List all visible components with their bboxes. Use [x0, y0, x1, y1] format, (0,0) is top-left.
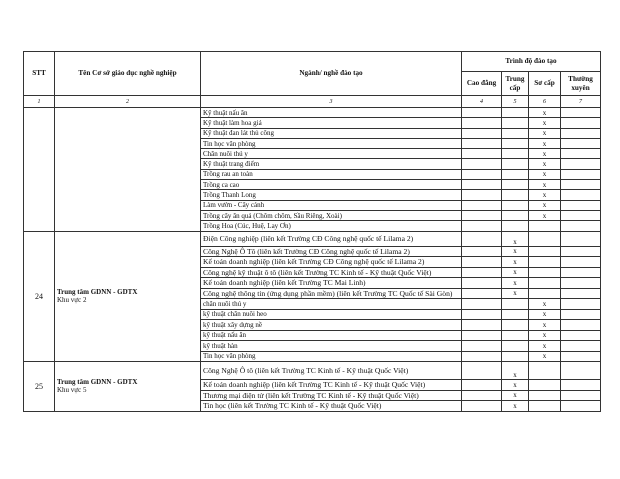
- level-cell-trung-cap: x: [502, 288, 529, 299]
- level-cell-cao-dang: [462, 149, 502, 159]
- level-cell-trung-cap: [502, 108, 529, 118]
- major-cell: Kế toán doanh nghiệp (liên kết Trường CĐ Công nghệ quốc tế Lilama 2): [201, 257, 462, 268]
- level-cell-trung-cap: x: [502, 278, 529, 289]
- level-cell-cao-dang: [462, 231, 502, 246]
- level-cell-cao-dang: [462, 330, 502, 341]
- institution-name: [55, 362, 201, 412]
- level-cell-cao-dang: [462, 138, 502, 148]
- level-cell-trung-cap: x: [502, 390, 529, 401]
- major-cell: Kỹ thuật nấu ăn: [201, 108, 462, 118]
- level-cell-so-cap: x: [529, 210, 561, 220]
- header-major: Ngành/ nghề đào tạo: [201, 52, 462, 96]
- level-cell-thuong-xuyen: [561, 180, 601, 190]
- major-cell: Công Nghệ Ô tô (liên kết Trường TC Kinh tế - Kỹ thuật Quốc Việt): [201, 362, 462, 380]
- level-cell-trung-cap: x: [502, 380, 529, 391]
- level-cell-thuong-xuyen: [561, 231, 601, 246]
- level-cell-so-cap: [529, 221, 561, 231]
- level-cell-trung-cap: x: [502, 257, 529, 268]
- level-cell-trung-cap: [502, 351, 529, 362]
- major-cell: Kỹ thuật đan lát thủ công: [201, 128, 462, 138]
- level-cell-trung-cap: [502, 128, 529, 138]
- stt-cell: 25: [24, 362, 55, 412]
- level-cell-cao-dang: [462, 108, 502, 118]
- table-row: [24, 231, 601, 246]
- level-cell-thuong-xuyen: [561, 200, 601, 210]
- level-cell-so-cap: x: [529, 149, 561, 159]
- major-cell: kỹ thuật hàn: [201, 341, 462, 352]
- level-cell-thuong-xuyen: [561, 380, 601, 391]
- level-cell-thuong-xuyen: [561, 169, 601, 179]
- stt-cell: 24: [24, 231, 55, 362]
- level-cell-trung-cap: x: [502, 231, 529, 246]
- level-cell-thuong-xuyen: [561, 159, 601, 169]
- level-cell-cao-dang: [462, 169, 502, 179]
- level-cell-thuong-xuyen: [561, 257, 601, 268]
- column-number: 2: [55, 96, 201, 108]
- level-cell-cao-dang: [462, 221, 502, 231]
- level-cell-trung-cap: [502, 330, 529, 341]
- level-cell-trung-cap: [502, 221, 529, 231]
- major-cell: Công Nghệ Ô Tô (liên kết Trường CĐ Công nghệ quốc tế Lilama 2): [201, 246, 462, 257]
- level-cell-so-cap: [529, 278, 561, 289]
- level-cell-trung-cap: [502, 180, 529, 190]
- level-cell-trung-cap: [502, 159, 529, 169]
- major-cell: Làm vườn - Cây cảnh: [201, 200, 462, 210]
- level-cell-so-cap: x: [529, 320, 561, 331]
- level-cell-trung-cap: [502, 309, 529, 320]
- level-cell-thuong-xuyen: [561, 149, 601, 159]
- level-cell-cao-dang: [462, 159, 502, 169]
- level-cell-thuong-xuyen: [561, 390, 601, 401]
- institution-title: Trung tâm GDNN - GDTX: [57, 378, 138, 387]
- header-trung-cap: Trung cấp: [502, 72, 529, 96]
- level-cell-trung-cap: [502, 149, 529, 159]
- level-cell-thuong-xuyen: [561, 330, 601, 341]
- major-cell: Trồng rau an toàn: [201, 169, 462, 179]
- level-cell-so-cap: x: [529, 200, 561, 210]
- level-cell-thuong-xuyen: [561, 267, 601, 278]
- level-cell-cao-dang: [462, 288, 502, 299]
- level-cell-trung-cap: [502, 210, 529, 220]
- level-cell-thuong-xuyen: [561, 299, 601, 310]
- level-cell-trung-cap: [502, 118, 529, 128]
- level-cell-so-cap: [529, 288, 561, 299]
- major-cell: Công nghệ kỹ thuật ô tô (liên kết Trường TC Kinh tế - Kỹ thuật Quốc Việt): [201, 267, 462, 278]
- major-cell: Công nghệ thông tin (ứng dụng phần mềm) (liên kết Trường TC Quốc tế Sài Gòn): [201, 288, 462, 299]
- level-cell-trung-cap: [502, 299, 529, 310]
- level-cell-so-cap: [529, 231, 561, 246]
- level-cell-so-cap: [529, 380, 561, 391]
- level-cell-cao-dang: [462, 362, 502, 380]
- table-row: [24, 362, 601, 380]
- header-level-group: Trình độ đào tạo: [462, 52, 601, 72]
- level-cell-so-cap: x: [529, 138, 561, 148]
- level-cell-cao-dang: [462, 257, 502, 268]
- level-cell-so-cap: x: [529, 128, 561, 138]
- level-cell-thuong-xuyen: [561, 309, 601, 320]
- level-cell-so-cap: [529, 390, 561, 401]
- level-cell-so-cap: x: [529, 351, 561, 362]
- institution-area: Khu vực 5: [57, 386, 87, 395]
- column-number: 1: [24, 96, 55, 108]
- major-cell: Trồng cây ăn quả (Chôm chôm, Sầu Riêng, Xoài): [201, 210, 462, 220]
- major-cell: Trồng ca cao: [201, 180, 462, 190]
- table-row: [24, 108, 601, 118]
- level-cell-cao-dang: [462, 190, 502, 200]
- level-cell-cao-dang: [462, 128, 502, 138]
- level-cell-thuong-xuyen: [561, 210, 601, 220]
- level-cell-cao-dang: [462, 180, 502, 190]
- major-cell: Trồng Thanh Long: [201, 190, 462, 200]
- header-thuong-xuyen: Thường xuyên: [561, 72, 601, 96]
- major-cell: Thương mại điện tử (liên kết Trường TC Kinh tế - Kỹ thuật Quốc Việt): [201, 390, 462, 401]
- level-cell-thuong-xuyen: [561, 118, 601, 128]
- level-cell-cao-dang: [462, 200, 502, 210]
- level-cell-trung-cap: [502, 320, 529, 331]
- level-cell-so-cap: [529, 257, 561, 268]
- level-cell-trung-cap: [502, 341, 529, 352]
- level-cell-thuong-xuyen: [561, 128, 601, 138]
- header-stt: STT: [24, 52, 55, 96]
- level-cell-cao-dang: [462, 380, 502, 391]
- level-cell-cao-dang: [462, 278, 502, 289]
- level-cell-trung-cap: x: [502, 401, 529, 412]
- major-cell: Điện Công nghiệp (liên kết Trường CĐ Công nghệ quốc tế Lilama 2): [201, 231, 462, 246]
- column-number: 7: [561, 96, 601, 108]
- major-cell: Kỹ thuật trang điểm: [201, 159, 462, 169]
- institution-area: Khu vực 2: [57, 296, 87, 305]
- level-cell-cao-dang: [462, 299, 502, 310]
- level-cell-trung-cap: x: [502, 246, 529, 257]
- level-cell-so-cap: [529, 267, 561, 278]
- major-cell: Tin học (liên kết Trường TC Kinh tế - Kỹ thuật Quốc Việt): [201, 401, 462, 412]
- level-cell-so-cap: x: [529, 330, 561, 341]
- level-cell-thuong-xuyen: [561, 108, 601, 118]
- level-cell-trung-cap: x: [502, 267, 529, 278]
- column-number: 5: [502, 96, 529, 108]
- level-cell-thuong-xuyen: [561, 288, 601, 299]
- major-cell: kỹ thuật chăn nuôi heo: [201, 309, 462, 320]
- header-cao-dang: Cao đẳng: [462, 72, 502, 96]
- level-cell-so-cap: x: [529, 341, 561, 352]
- level-cell-so-cap: x: [529, 108, 561, 118]
- level-cell-thuong-xuyen: [561, 320, 601, 331]
- level-cell-so-cap: [529, 401, 561, 412]
- major-cell: Tin học văn phòng: [201, 138, 462, 148]
- level-cell-so-cap: x: [529, 118, 561, 128]
- level-cell-cao-dang: [462, 118, 502, 128]
- level-cell-so-cap: x: [529, 309, 561, 320]
- level-cell-cao-dang: [462, 401, 502, 412]
- major-cell: Tin học văn phòng: [201, 351, 462, 362]
- level-cell-cao-dang: [462, 351, 502, 362]
- institution-name: [55, 231, 201, 362]
- level-cell-so-cap: x: [529, 190, 561, 200]
- major-cell: Chăn nuôi thú y: [201, 149, 462, 159]
- level-cell-cao-dang: [462, 267, 502, 278]
- level-cell-thuong-xuyen: [561, 362, 601, 380]
- unit-cell: [55, 108, 201, 232]
- level-cell-thuong-xuyen: [561, 351, 601, 362]
- column-number: 3: [201, 96, 462, 108]
- level-cell-thuong-xuyen: [561, 341, 601, 352]
- level-cell-trung-cap: [502, 169, 529, 179]
- major-cell: Kỹ thuật làm hoa giả: [201, 118, 462, 128]
- level-cell-trung-cap: [502, 138, 529, 148]
- level-cell-thuong-xuyen: [561, 138, 601, 148]
- column-number: 4: [462, 96, 502, 108]
- level-cell-cao-dang: [462, 341, 502, 352]
- level-cell-thuong-xuyen: [561, 278, 601, 289]
- major-cell: Trồng Hoa (Cúc, Huệ, Lay Ơn): [201, 221, 462, 231]
- level-cell-cao-dang: [462, 210, 502, 220]
- institution-title: Trung tâm GDNN - GDTX: [57, 288, 138, 297]
- level-cell-trung-cap: [502, 190, 529, 200]
- major-cell: kỹ thuật nấu ăn: [201, 330, 462, 341]
- major-cell: Kế toán doanh nghiệp (liên kết Trường TC Mai Linh): [201, 278, 462, 289]
- level-cell-cao-dang: [462, 246, 502, 257]
- column-number: 6: [529, 96, 561, 108]
- level-cell-so-cap: x: [529, 159, 561, 169]
- level-cell-cao-dang: [462, 309, 502, 320]
- level-cell-cao-dang: [462, 320, 502, 331]
- level-cell-so-cap: x: [529, 180, 561, 190]
- level-cell-so-cap: x: [529, 169, 561, 179]
- training-table: [23, 51, 601, 412]
- level-cell-thuong-xuyen: [561, 221, 601, 231]
- level-cell-trung-cap: [502, 200, 529, 210]
- major-cell: Kế toán doanh nghiệp (liên kết Trường TC Kinh tế - Kỹ thuật Quốc Việt): [201, 380, 462, 391]
- level-cell-thuong-xuyen: [561, 401, 601, 412]
- level-cell-so-cap: x: [529, 299, 561, 310]
- stt-cell: [24, 108, 55, 232]
- level-cell-trung-cap: x: [502, 362, 529, 380]
- level-cell-so-cap: [529, 362, 561, 380]
- level-cell-thuong-xuyen: [561, 246, 601, 257]
- level-cell-thuong-xuyen: [561, 190, 601, 200]
- header-unit: Tên Cơ sở giáo dục nghề nghiệp: [55, 52, 201, 96]
- level-cell-cao-dang: [462, 390, 502, 401]
- level-cell-so-cap: [529, 246, 561, 257]
- major-cell: kỹ thuật xây dựng nề: [201, 320, 462, 331]
- major-cell: chăn nuôi thú y: [201, 299, 462, 310]
- header-so-cap: Sơ cấp: [529, 72, 561, 96]
